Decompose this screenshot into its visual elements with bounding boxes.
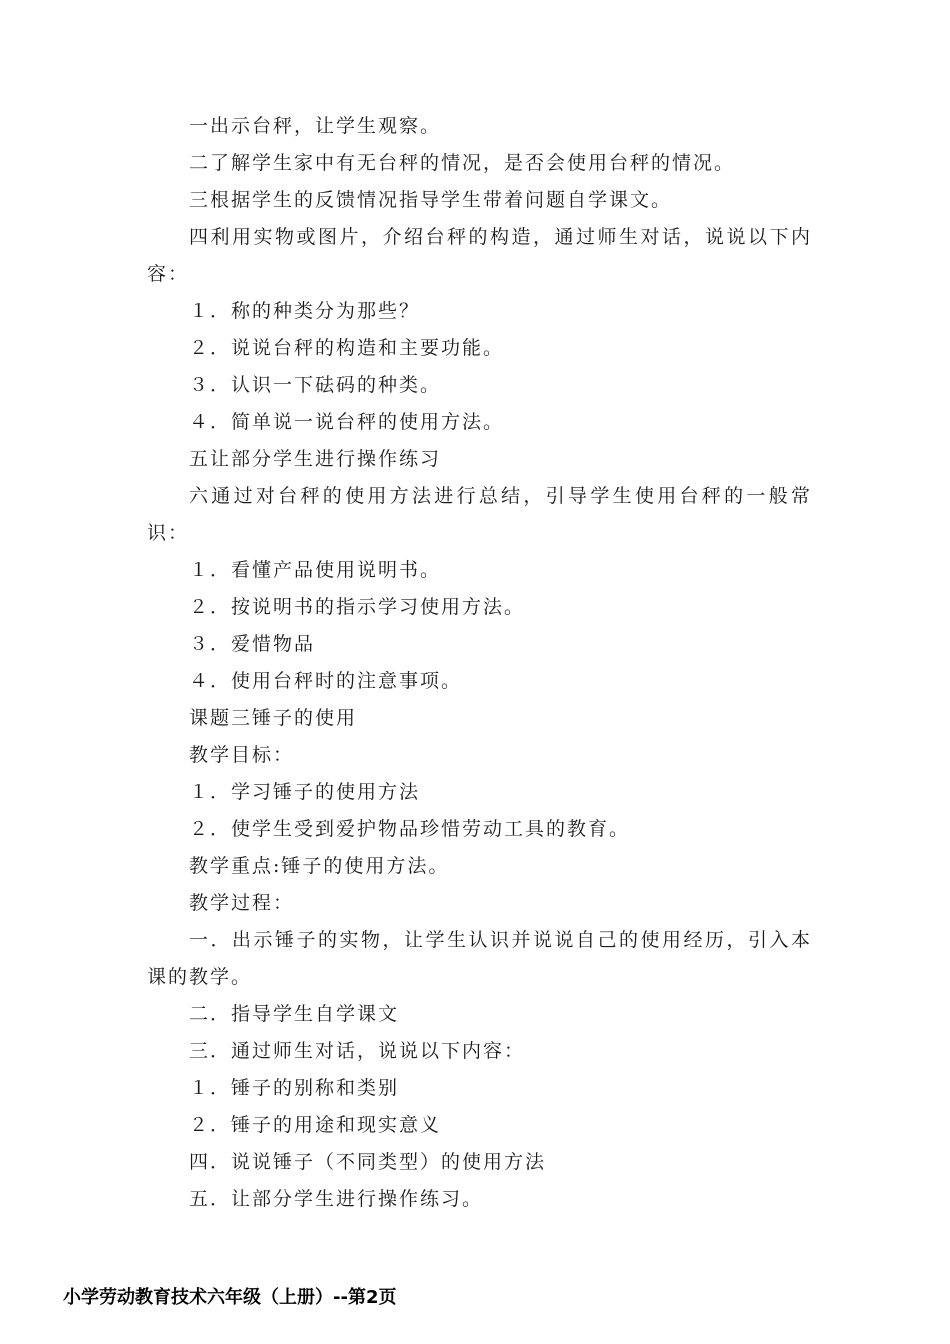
paragraph-line: 五让部分学生进行操作练习: [189, 448, 442, 470]
list-item: ２．说说台秤的构造和主要功能。: [189, 337, 505, 359]
list-item: ４．使用台秤时的注意事项。: [189, 670, 463, 692]
list-item: ２．使学生受到爱护物品珍惜劳动工具的教育。: [189, 818, 631, 840]
list-item: １．看懂产品使用说明书。: [189, 559, 442, 581]
list-item: １．学习锤子的使用方法: [189, 781, 421, 803]
list-item: ４．简单说一说台秤的使用方法。: [189, 411, 505, 433]
paragraph-line: 三根据学生的反馈情况指导学生带着问题自学课文。: [189, 189, 673, 211]
paragraph-line: 四．说说锤子（不同类型）的使用方法: [189, 1151, 547, 1173]
paragraph-line: 一．出示锤子的实物，让学生认识并说说自己的使用经历，引入本课的教学。: [147, 929, 812, 988]
list-item: １．称的种类分为那些？: [189, 300, 421, 322]
lesson-title: 课题三锤子的使用: [189, 707, 358, 729]
paragraph-line: 二．指导学生自学课文: [189, 1003, 400, 1025]
page-footer: 小学劳动教育技术六年级（上册）--第2页: [63, 1287, 397, 1308]
list-item: ３．认识一下砝码的种类。: [189, 374, 442, 396]
paragraph-line: 二了解学生家中有无台秤的情况，是否会使用台秤的情况。: [189, 152, 736, 174]
paragraph-line: 五．让部分学生进行操作练习。: [189, 1188, 484, 1210]
paragraph-line: 一出示台秤，让学生观察。: [189, 115, 442, 137]
paragraph-line: 四利用实物或图片，介绍台秤的构造，通过师生对话，说说以下内容：: [147, 226, 812, 285]
list-item: ２．按说明书的指示学习使用方法。: [189, 596, 526, 618]
paragraph-line: 六通过对台秤的使用方法进行总结，引导学生使用台秤的一般常识：: [147, 485, 812, 544]
paragraph-line: 三．通过师生对话，说说以下内容：: [189, 1040, 526, 1062]
section-heading: 教学目标：: [189, 744, 295, 766]
section-heading: 教学过程：: [189, 892, 295, 914]
section-heading: 教学重点:锤子的使用方法。: [189, 855, 450, 877]
list-item: １．锤子的别称和类别: [189, 1077, 400, 1099]
document-body: [147, 108, 812, 1218]
list-item: ３．爱惜物品: [189, 633, 316, 655]
list-item: ２．锤子的用途和现实意义: [189, 1114, 442, 1136]
